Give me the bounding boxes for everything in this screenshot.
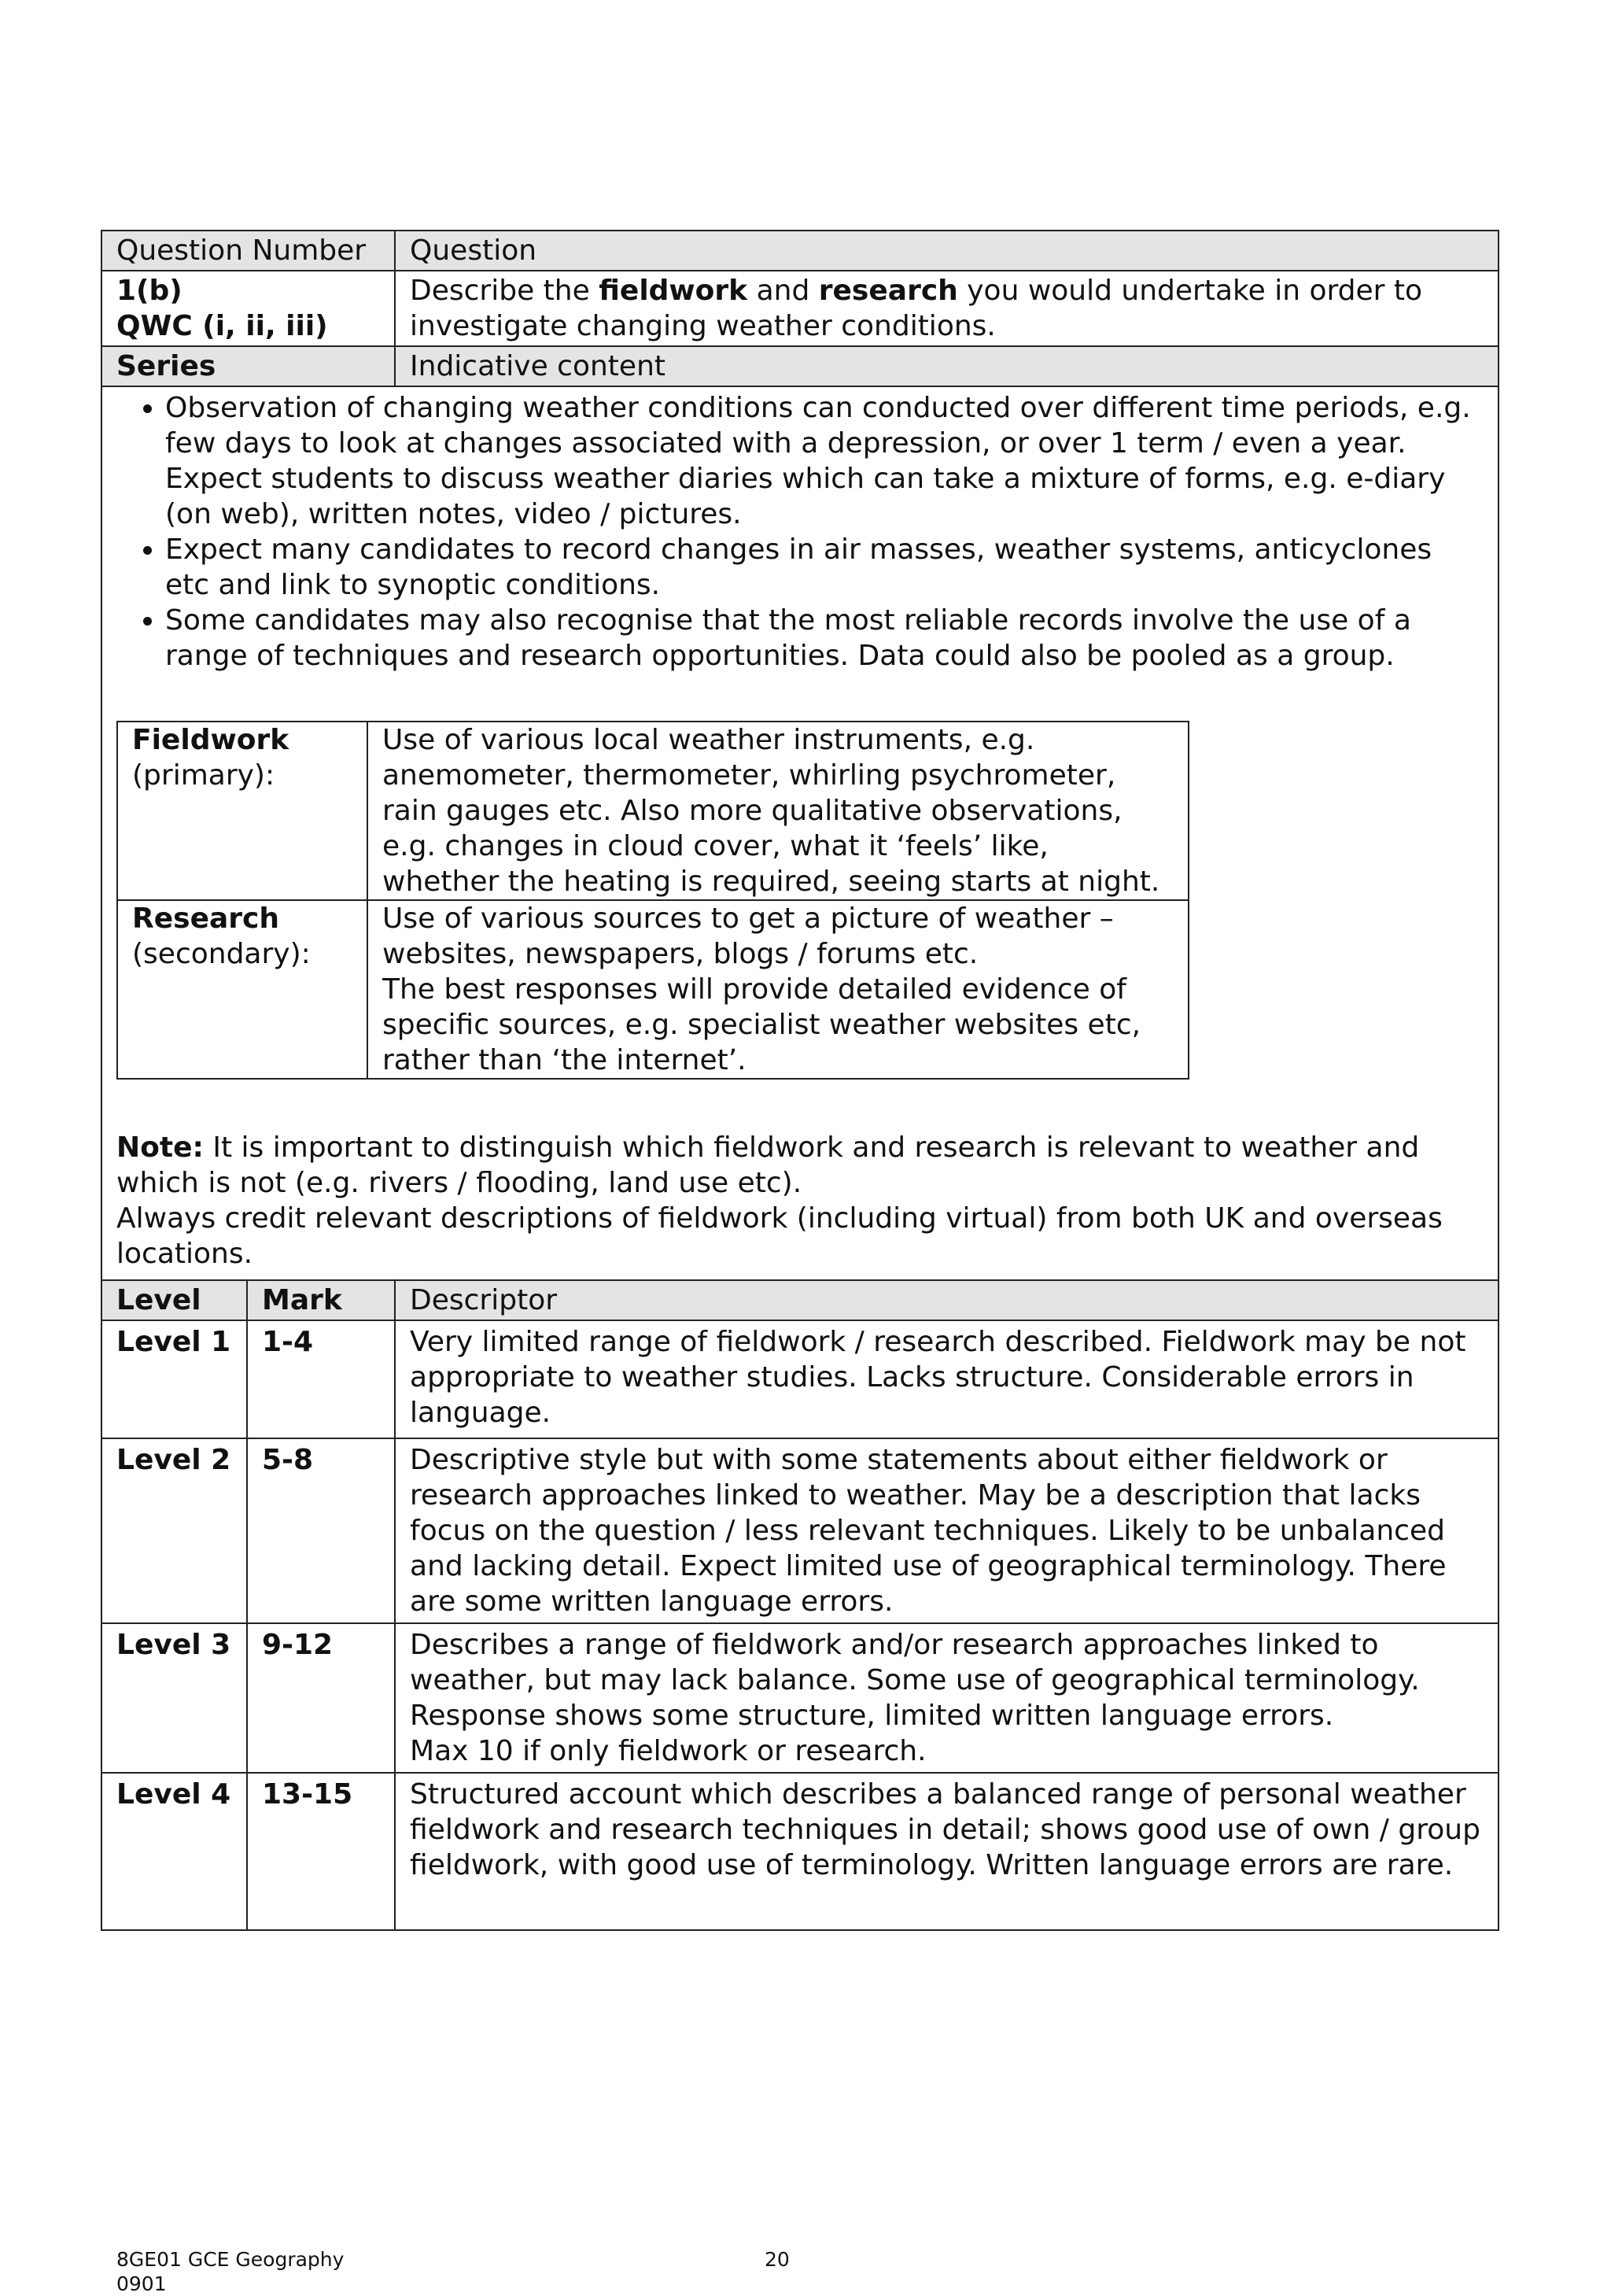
level-header: Level	[101, 1280, 247, 1320]
fieldwork-title: Fieldwork	[132, 724, 289, 756]
level-mark: 9-12	[247, 1623, 395, 1773]
research-text-cell	[367, 900, 1189, 1079]
note-label: Note:	[116, 1131, 204, 1164]
research-label-cell	[117, 900, 367, 1079]
mark-scheme-table	[101, 230, 1499, 1931]
question-number: 1(b)	[116, 275, 182, 307]
research-text: Use of various sources to get a picture of weather – websites, newspapers, blogs / forums etc.	[382, 903, 1114, 970]
question-header: Question	[395, 231, 1499, 271]
level-descriptor: Describes a range of fieldwork and/or research approaches linked to weather, but may lack balance. Some use of geographical terminology. Response shows some structure, limited written language errors.	[410, 1629, 1420, 1732]
level-row	[101, 1623, 1499, 1773]
note-block	[116, 1130, 1484, 1272]
research-subtitle: (secondary):	[132, 938, 311, 970]
question-text-mid: and	[756, 275, 810, 307]
level-mark: 1-4	[247, 1320, 395, 1438]
fieldwork-subtitle: (primary):	[132, 759, 275, 792]
methods-table	[116, 721, 1189, 1080]
level-row	[101, 1438, 1499, 1623]
level-descriptor-extra: Max 10 if only fieldwork or research.	[410, 1735, 927, 1767]
indicative-content	[101, 386, 1499, 1280]
level-descriptor: Structured account which describes a balanced range of personal weather fieldwork and research techniques in detail; shows good use of own / group fieldwork, with good use of terminology. Written language errors are rare.	[395, 1773, 1499, 1930]
level-descriptor: Very limited range of fieldwork / research described. Fieldwork may be not appropriate to weather studies. Lacks structure. Considerable errors in language.	[395, 1320, 1499, 1438]
indicative-content-row	[101, 386, 1499, 1280]
question-text-post: you would undertake in order to investigate changing weather conditions.	[410, 275, 1423, 342]
question-text-pre: Describe the	[410, 275, 590, 307]
question-row	[101, 271, 1499, 346]
question-text-bold-research: research	[818, 275, 958, 307]
level-row	[101, 1320, 1499, 1438]
question-text	[395, 271, 1499, 346]
level-name: Level 1	[101, 1320, 247, 1438]
level-name: Level 3	[101, 1623, 247, 1773]
level-name: Level 2	[101, 1438, 247, 1623]
research-row	[117, 900, 1189, 1079]
level-descriptor-cell	[395, 1623, 1499, 1773]
fieldwork-label-cell	[117, 722, 367, 900]
level-descriptor: Descriptive style but with some statements about either fieldwork or research approaches linked to weather. May be a description that lacks focus on the question / less relevant techniques. Likely to be unbalanced and lacking detail. Expect limited use of geographical terminology. There are some written language errors.	[395, 1438, 1499, 1623]
footer-code-line1: 8GE01 GCE Geography	[116, 2248, 345, 2271]
research-title: Research	[132, 903, 279, 935]
series-header-row	[101, 346, 1499, 386]
footer-code-line2: 0901	[116, 2272, 167, 2295]
series-label: Series	[101, 346, 395, 386]
question-number-cell	[101, 271, 395, 346]
level-row	[101, 1773, 1499, 1930]
level-mark: 13-15	[247, 1773, 395, 1930]
level-mark: 5-8	[247, 1438, 395, 1623]
indicative-content-label: Indicative content	[395, 346, 1499, 386]
mark-header: Mark	[247, 1280, 395, 1320]
note-text: It is important to distinguish which fieldwork and research is relevant to weather and which is not (e.g. rivers / flooding, land use etc).	[116, 1131, 1420, 1199]
bullet-item: • Observation of changing weather conditions can conducted over different time periods, e.g. few days to look at changes associated with a depression, or over 1 term / even a year. Expect students to discuss weather diaries which can take a mixture of forms, e.g. e-diary (on web), written notes, video / pictures.	[165, 390, 1484, 532]
bullet-item: • Expect many candidates to record changes in air masses, weather systems, anticyclones etc and link to synoptic conditions.	[165, 532, 1484, 603]
note-paragraph	[116, 1130, 1484, 1201]
note-text-2: Always credit relevant descriptions of fieldwork (including virtual) from both UK and overseas locations.	[116, 1202, 1443, 1270]
question-text-bold-fieldwork: fieldwork	[599, 275, 748, 307]
research-text-2: The best responses will provide detailed evidence of specific sources, e.g. specialist weather websites etc, rather than ‘the internet’.	[382, 973, 1141, 1076]
question-header-row	[101, 231, 1499, 271]
fieldwork-row	[117, 722, 1189, 900]
descriptor-header: Descriptor	[395, 1280, 1499, 1320]
question-number-header: Question Number	[101, 231, 395, 271]
levels-header-row	[101, 1280, 1499, 1320]
level-name: Level 4	[101, 1773, 247, 1930]
qwc-label: QWC (i, ii, iii)	[116, 310, 328, 342]
bullet-item: • Some candidates may also recognise that the most reliable records involve the use of a range of techniques and research opportunities. Data could also be pooled as a group.	[165, 603, 1484, 674]
fieldwork-text: Use of various local weather instruments, e.g. anemometer, thermometer, whirling psychrometer, rain gauges etc. Also more qualitative observations, e.g. changes in cloud cover, what it ‘feels’ like, whether the heating is required, seeing starts at night.	[367, 722, 1189, 900]
page-number: 20	[765, 2248, 790, 2271]
footer-code	[116, 2247, 344, 2296]
indicative-bullet-list	[116, 390, 1484, 674]
